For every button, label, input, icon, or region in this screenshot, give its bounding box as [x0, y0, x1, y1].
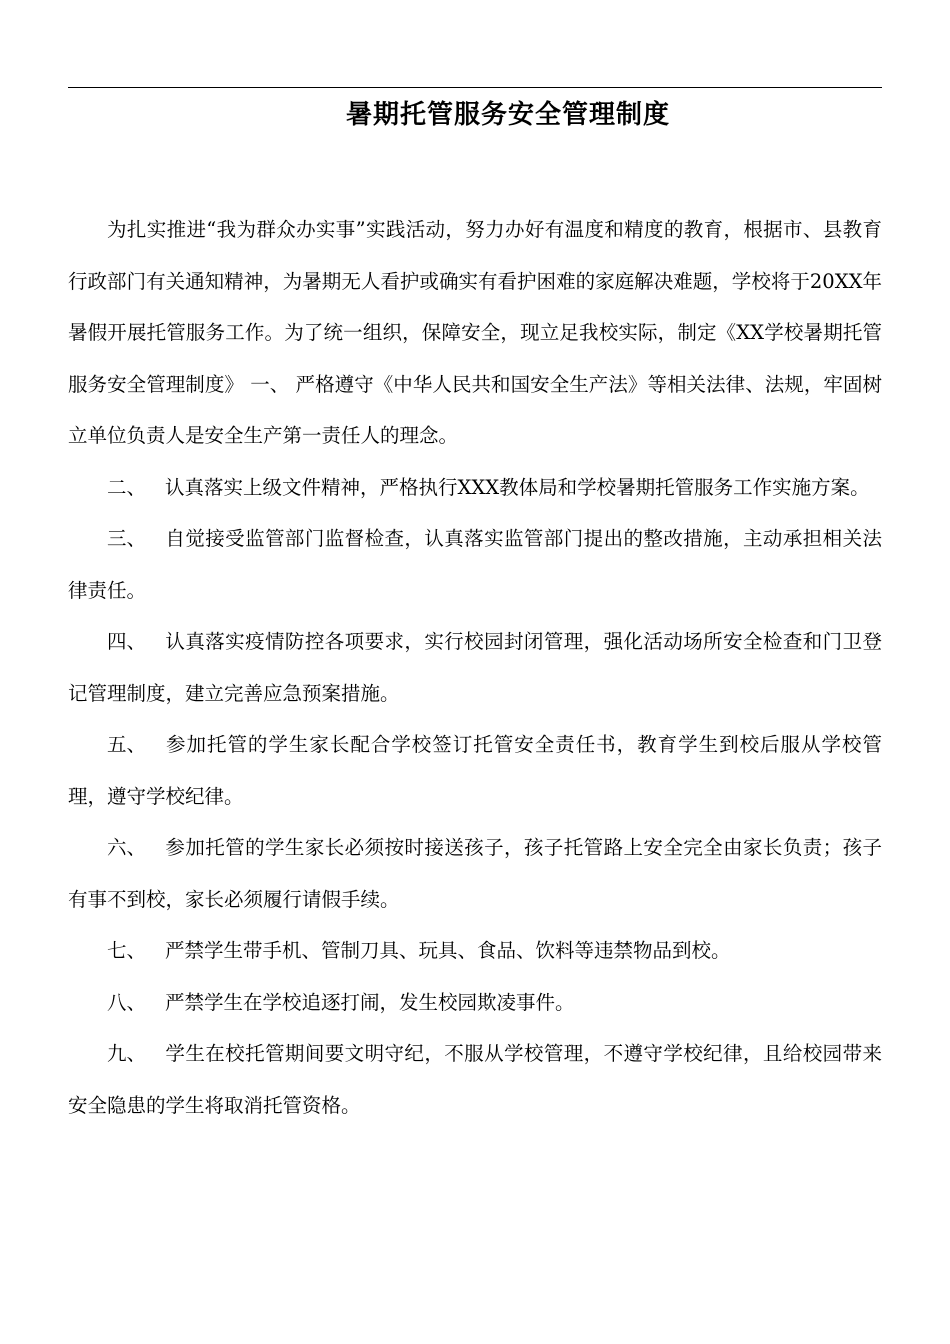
item-number: 六、 [107, 836, 147, 859]
item-number: 八、 [107, 990, 147, 1014]
item-number: 五、 [107, 733, 147, 756]
document-title: 暑期托管服务安全管理制度 [345, 100, 670, 130]
item-number: 四、 [107, 630, 147, 653]
list-item [68, 822, 882, 925]
list-item [68, 719, 882, 822]
item-text: 严禁学生在学校追逐打闹，发生校园欺凌事件。 [165, 990, 575, 1014]
list-item [68, 1028, 882, 1131]
item-text: 学生在校托管期间要文明守纪，不服从学校管理，不遵守学校纪律，且给校园带来安全隐患的学生将取消托管资格。 [68, 1042, 882, 1117]
item-text: 参加托管的学生家长配合学校签订托管安全责任书，教育学生到校后服从学校管理，遵守学校纪律。 [68, 733, 882, 808]
item-text: 认真落实疫情防控各项要求，实行校园封闭管理，强化活动场所安全检查和门卫登记管理制度，建立完善应急预案措施。 [68, 630, 882, 705]
item-text: 严禁学生带手机、管制刀具、玩具、食品、饮料等违禁物品到校。 [165, 939, 731, 962]
list-item [68, 977, 882, 1029]
item-text: 参加托管的学生家长必须按时接送孩子，孩子托管路上安全完全由家长负责；孩子有事不到校，家长必须履行请假手续。 [68, 836, 882, 911]
list-item [68, 616, 882, 719]
list-item [68, 462, 882, 514]
list-item [68, 925, 882, 977]
item-number: 九、 [107, 1042, 147, 1065]
list-item [68, 513, 882, 616]
item-number: 七、 [107, 939, 147, 962]
intro-paragraph: 为扎实推进“我为群众办实事”实践活动，努力办好有温度和精度的教育，根据市、县教育行政部门有关通知精神，为暑期无人看护或确实有看护困难的家庭解决难题，学校将于20XX年暑假开展托管服务工作。为了统一组织，保障安全，现立足我校实际，制定《XX学校暑期托管服务安全管理制度》 一、 严格遵守《中华人民共和国安全生产法》等相关法律、法规，牢固树立单位负责人是安全生产第一责任人的理念。 [68, 218, 882, 447]
header-rule [68, 87, 882, 88]
item-number: 二、 [107, 475, 147, 499]
document-body [68, 204, 882, 1131]
item-number: 三、 [107, 527, 147, 550]
item-text: 认真落实上级文件精神，严格执行XXX教体局和学校暑期托管服务工作实施方案。 [165, 475, 870, 499]
item-text: 自觉接受监管部门监督检查，认真落实监管部门提出的整改措施，主动承担相关法律责任。 [68, 527, 882, 602]
